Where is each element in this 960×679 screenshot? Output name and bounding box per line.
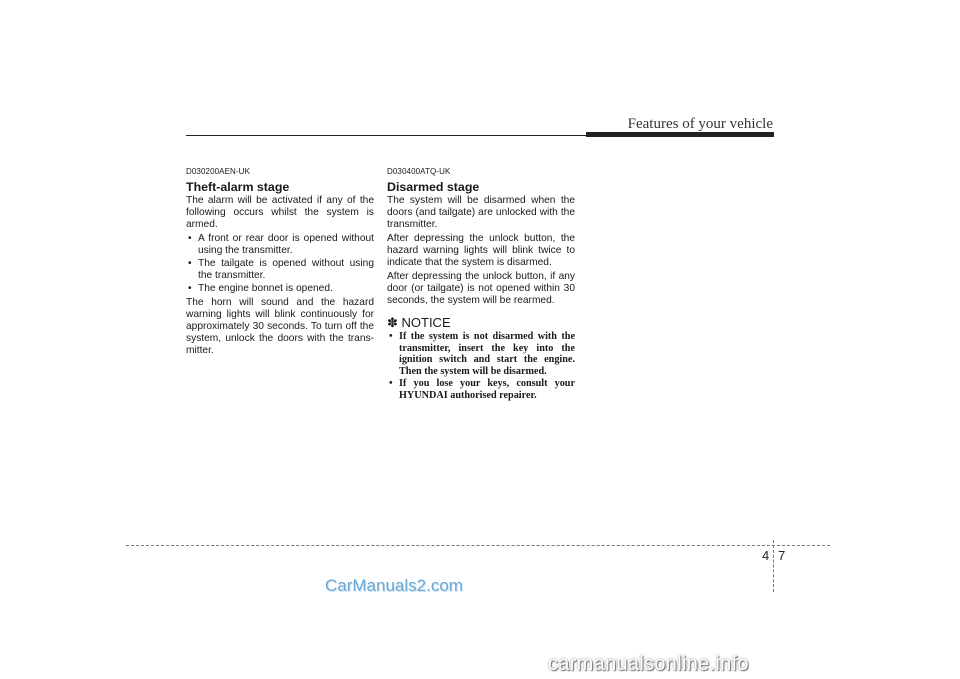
paragraph: The system will be disarmed when the doors (and tailgate) are unlocked with the transmitter.	[387, 195, 575, 230]
paragraph: The horn will sound and the hazard warning lights will blink continuously for approximately 30 seconds. To turn off the system, unlock the doors with the trans- mitter.	[186, 297, 374, 356]
list-item: • The engine bonnet is opened.	[186, 283, 374, 295]
right-column	[387, 166, 575, 403]
watermark-text: carmanualsonline.info	[548, 653, 749, 675]
paragraph: After depressing the unlock button, if any door (or tailgate) is not opened within 30 seconds, the system will be rearmed.	[387, 271, 575, 306]
list-item: • A front or rear door is opened without using the transmitter.	[186, 233, 374, 257]
header-title: Features of your vehicle	[627, 116, 773, 132]
header-rule-thin	[186, 135, 586, 136]
section-heading: Theft-alarm stage	[186, 180, 290, 194]
section-code: D030200AEN-UK	[186, 167, 250, 176]
paragraph: After depressing the unlock button, the hazard warning lights will blink twice to indicate that the system is disarmed.	[387, 233, 575, 268]
paragraph: The alarm will be activated if any of the following occurs whilst the system is armed.	[186, 195, 374, 230]
section-code: D030400ATQ-UK	[387, 167, 451, 176]
list-item: • The tailgate is opened without using the transmitter.	[186, 258, 374, 282]
section-heading: Disarmed stage	[387, 180, 480, 194]
left-column	[186, 166, 374, 359]
chapter-number: 4	[762, 548, 770, 563]
list-item: • If the system is not disarmed with the transmitter, insert the key into the ignition switch and start the engine. Then the system will be disarmed.	[387, 331, 575, 377]
notice-title: ✽ NOTICE	[387, 315, 451, 330]
watermark-link[interactable]: CarManuals2.com	[325, 576, 463, 595]
page-number: 7	[778, 548, 786, 563]
bullet-list	[186, 233, 374, 295]
notice-list	[387, 331, 575, 401]
list-item: • If you lose your keys, consult your HYUNDAI authorised repairer.	[387, 378, 575, 401]
footer-dashed-rule	[126, 545, 830, 546]
header-rule-thick	[586, 132, 774, 137]
footer-vertical-dash	[773, 540, 774, 592]
